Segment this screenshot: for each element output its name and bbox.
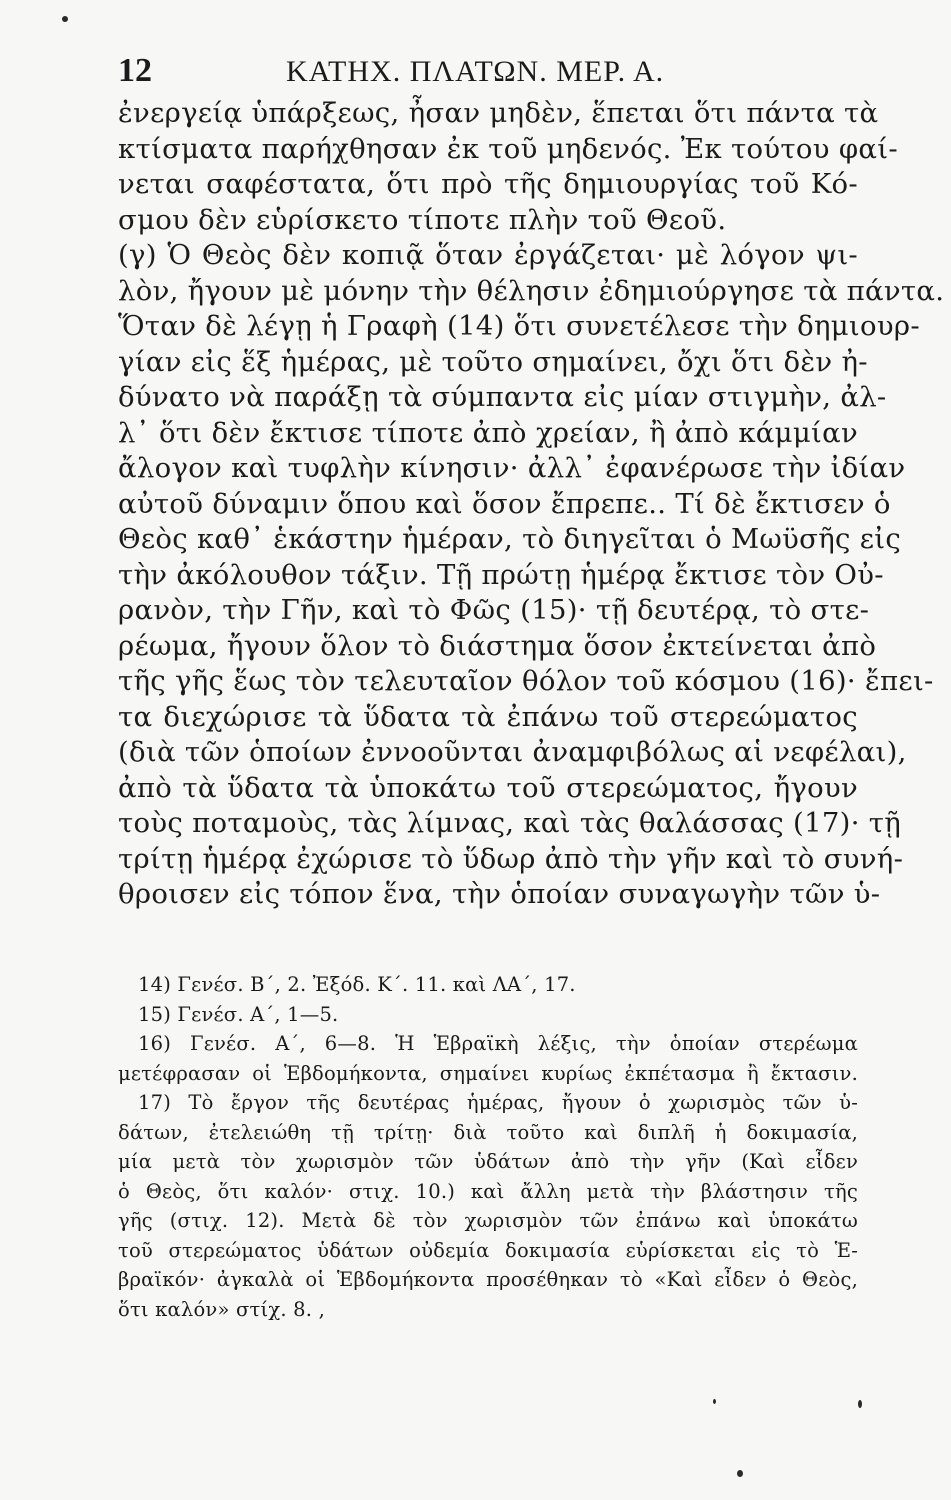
text-line: Ὅταν δὲ λέγῃ ἡ Γραφὴ (14) ὅτι συνετέλεσε τὴν δημιουρ-: [118, 310, 920, 342]
text-line: κτίσματα παρήχθησαν ἐκ τοῦ μηδενός. Ἐκ τούτου φαί-: [118, 132, 898, 165]
footnote-16: 16) Γενέσ. Α΄, 6—8. Ἡ Ἑβραϊκὴ λέξις, τὴν ὁποίαν στερέωμα: [138, 1032, 858, 1055]
footnote-line: ὅτι καλόν» στίχ. 8. ,: [118, 1297, 325, 1321]
text-line: ρέωμα, ἤγουν ὅλον τὸ διάστημα ὅσον ἐκτείνεται ἀπὸ: [118, 629, 877, 662]
text-line: λὸν, ἤγουν μὲ μόνην τὴν θέλησιν ἐδημιούργησε τὰ πάντα.: [118, 274, 945, 307]
text-line: λ᾽ ὅτι δὲν ἔκτισε τίποτε ἀπὸ χρείαν, ἢ ἀπὸ κάμμίαν: [118, 416, 858, 449]
text-line: τα διεχώρισε τὰ ὕδατα τὰ ἐπάνω τοῦ στερεώματος: [118, 700, 858, 733]
text-line: ἀπὸ τὰ ὕδατα τὰ ὑποκάτω τοῦ στερεώματος, ἤγουν: [118, 771, 858, 804]
text-line: θροισεν εἰς τόπον ἕνα, τὴν ὁποίαν συναγωγὴν τῶν ὑ-: [118, 878, 881, 910]
ink-speck: [858, 1400, 862, 1408]
page-number: 12: [118, 52, 152, 89]
text-line: τῆς γῆς ἕως τὸν τελευταῖον θόλον τοῦ κόσμου (16)· ἔπει-: [118, 665, 934, 697]
footnote-14: 14) Γενέσ. Β΄, 2. Ἐξόδ. Κ΄. 11. καὶ ΛΑ΄, 17.: [138, 973, 576, 996]
text-line: δύνατο νὰ παράξῃ τὰ σύμπαντα εἰς μίαν στιγμὴν, ἀλ-: [118, 381, 887, 413]
text-line: τοὺς ποταμοὺς, τὰς λίμνας, καὶ τὰς θαλάσσας (17)· τῇ: [118, 807, 902, 839]
ink-speck: [62, 16, 68, 22]
ink-speck: [737, 1470, 743, 1477]
text-line: (γ) Ὁ Θεὸς δὲν κοπιᾷ ὅταν ἐργάζεται· μὲ λόγον ψι-: [118, 239, 858, 271]
footnote-line: τοῦ στερεώματος ὑδάτων οὐδεμία δοκιμασία εὑρίσκεται εἰς τὸ Ἑ-: [118, 1238, 858, 1262]
footnote-line: μετέφρασαν οἱ Ἑβδομήκοντα, σημαίνει κυρίως ἐκπέτασμα ἢ ἔκτασιν.: [118, 1061, 858, 1085]
text-line: ρανὸν, τὴν Γῆν, καὶ τὸ Φῶς (15)· τῇ δευτέρᾳ, τὸ στε-: [118, 594, 870, 626]
footnote-line: δάτων, ἐτελειώθη τῇ τρίτῃ· διὰ τοῦτο καὶ διπλῆ ἡ δοκιμασία,: [118, 1120, 858, 1144]
page-header: [118, 52, 851, 100]
main-text: [118, 96, 945, 913]
text-line: ἐνεργείᾳ ὑπάρξεως, ἦσαν μηδὲν, ἕπεται ὅτι πάντα τὰ: [118, 97, 879, 129]
running-title: ΚΑΤΗΧ. ΠΛΑΤΩΝ. ΜΕΡ. Α.: [286, 55, 665, 88]
text-line: Θεὸς καθ᾽ ἑκάστην ἡμέραν, τὸ διηγεῖται ὁ Μωϋσῆς εἰς: [118, 523, 902, 555]
text-line: σμου δὲν εὑρίσκετο τίποτε πλὴν τοῦ Θεοῦ.: [118, 203, 727, 236]
text-line: τρίτῃ ἡμέρᾳ ἐχώρισε τὸ ὕδωρ ἀπὸ τὴν γῆν καὶ τὸ συνή-: [118, 842, 904, 875]
footnote-line: μία μετὰ τὸν χωρισμὸν τῶν ὑδάτων ἀπὸ τὴν γῆν (Καὶ εἶδεν: [118, 1150, 858, 1173]
text-line: (διὰ τῶν ὁποίων ἐννοοῦνται ἀναμφιβόλως αἱ νεφέλαι),: [118, 736, 907, 768]
footnote-line: γῆς (στιχ. 12). Μετὰ δὲ τὸν χωρισμὸν τῶν ἐπάνω καὶ ὑποκάτω: [118, 1209, 858, 1232]
footnotes: [118, 970, 858, 1324]
footnote-17: 17) Τὸ ἔργον τῆς δευτέρας ἡμέρας, ἤγουν ὁ χωρισμὸς τῶν ὑ-: [138, 1091, 858, 1114]
footnote-15: 15) Γενέσ. Α΄, 1—5.: [138, 1002, 339, 1026]
text-line: γίαν εἰς ἕξ ἡμέρας, μὲ τοῦτο σημαίνει, ὄχι ὅτι δὲν ἠ-: [118, 345, 868, 378]
text-line: αὐτοῦ δύναμιν ὅπου καὶ ὅσον ἔπρεπε.. Τί δὲ ἔκτισεν ὁ: [118, 487, 891, 520]
text-line: ἄλογον καὶ τυφλὴν κίνησιν· ἀλλ᾽ ἐφανέρωσε τὴν ἰδίαν: [118, 452, 906, 484]
footnote-line: ὁ Θεὸς, ὅτι καλόν· στιχ. 10.) καὶ ἄλλη μετὰ τὴν βλάστησιν τῆς: [118, 1179, 858, 1203]
footnote-line: βραϊκόν· ἀγκαλὰ οἱ Ἑβδομήκοντα προσέθηκαν τὸ «Καὶ εἶδεν ὁ Θεὸς,: [118, 1268, 858, 1291]
ink-speck: [713, 1399, 716, 1404]
text-line: τὴν ἀκόλουθον τάξιν. Τῇ πρώτῃ ἡμέρᾳ ἔκτισε τὸν Οὐ-: [118, 558, 884, 591]
text-line: νεται σαφέστατα, ὅτι πρὸ τῆς δημιουργίας τοῦ Κό-: [118, 168, 858, 200]
